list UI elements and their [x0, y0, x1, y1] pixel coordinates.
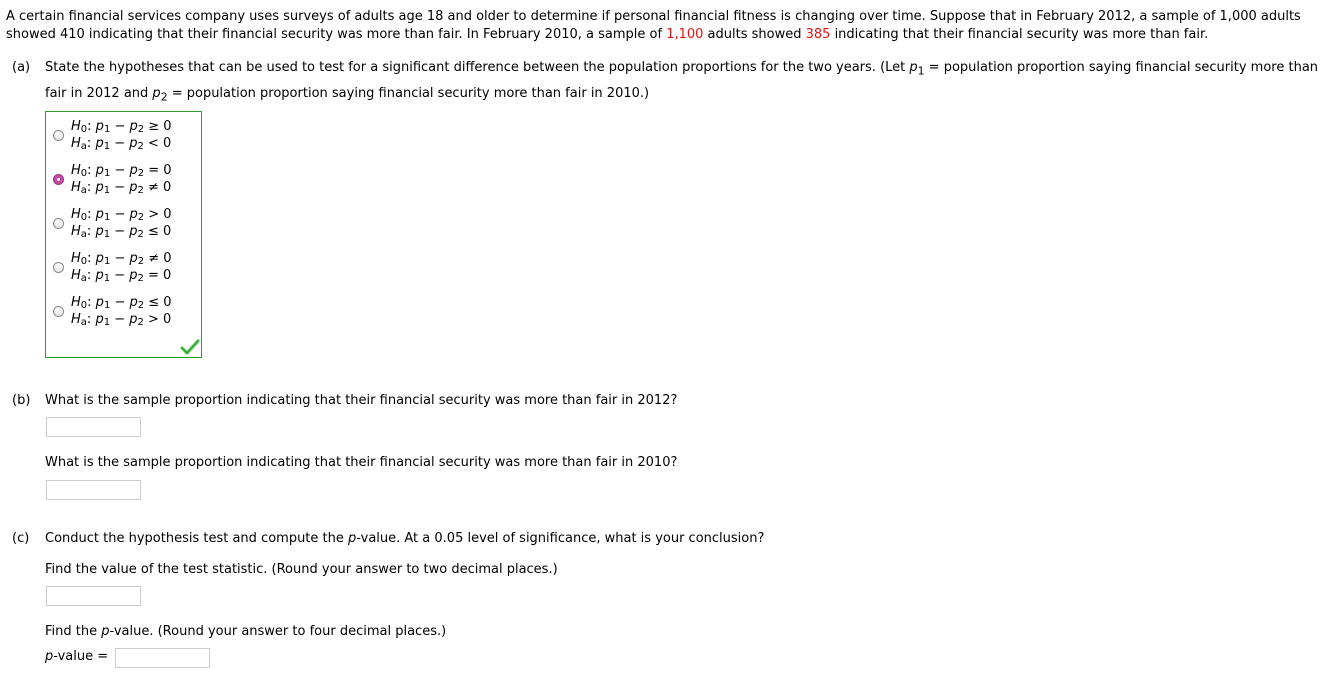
choice-5[interactable] [46, 291, 196, 331]
null-hypothesis: $H_0$: $p_1 - p_2 \le 0$ [71, 295, 172, 311]
alternative-hypothesis: $H_a$: $p_1 - p_2 < 0$ [71, 136, 172, 152]
highlight-count-2010: 385 [805, 27, 831, 42]
null-hypothesis: $H_0$: $p_1 - p_2 \ne 0$ [71, 251, 172, 267]
part-b-label: (b) [12, 393, 31, 408]
p-value-label: p-value = [45, 649, 109, 664]
correct-check-icon [180, 339, 200, 355]
part-c-question: Conduct the hypothesis test and compute the p-value. At a 0.05 level of significance, what is your conclusion? [45, 531, 765, 546]
hypotheses-choice-group [45, 111, 202, 358]
choice-4[interactable] [46, 247, 196, 287]
choice-3[interactable] [46, 203, 196, 243]
radio-button-choice-5[interactable] [53, 306, 64, 317]
radio-button-choice-4[interactable] [53, 262, 64, 273]
problem-statement: A certain financial services company uses surveys of adults age 18 and older to determine if personal financial fitness is changing over time. Suppose that in February 2012, a sample of 1,000 adults showed 410 indicating that their financial security was more than fair. In February 2010, a sample of 1,100 adults showed 385 indicating that their financial security was more than fair. [6, 9, 1301, 42]
test-statistic-input[interactable] [46, 586, 141, 606]
alternative-hypothesis: $H_a$: $p_1 - p_2 \le 0$ [71, 224, 172, 240]
part-b-question-2012: What is the sample proportion indicating that their financial security was more than fair in 2012? [45, 393, 678, 408]
null-hypothesis: $H_0$: $p_1 - p_2 > 0$ [71, 207, 172, 223]
proportion-2012-input[interactable] [46, 417, 141, 437]
radio-button-choice-3[interactable] [53, 218, 64, 229]
p-value-input[interactable] [115, 648, 210, 668]
radio-button-choice-2-selected[interactable] [53, 174, 64, 185]
null-hypothesis: $H_0$: $p_1 - p_2 \ge 0$ [71, 119, 172, 135]
radio-button-choice-1[interactable] [53, 130, 64, 141]
p-value-prompt: Find the p-value. (Round your answer to four decimal places.) [45, 624, 447, 639]
alternative-hypothesis: $H_a$: $p_1 - p_2 > 0$ [71, 312, 172, 328]
test-statistic-prompt: Find the value of the test statistic. (Round your answer to two decimal places.) [45, 562, 558, 577]
alternative-hypothesis: $H_a$: $p_1 - p_2 = 0$ [71, 268, 172, 284]
part-b-question-2010: What is the sample proportion indicating that their financial security was more than fair in 2010? [45, 455, 678, 470]
part-a-label: (a) [12, 60, 31, 75]
choice-2[interactable] [46, 159, 196, 199]
proportion-2010-input[interactable] [46, 480, 141, 500]
part-c-label: (c) [12, 531, 30, 546]
highlight-sample-2010: 1,100 [666, 27, 704, 42]
part-a-question: State the hypotheses that can be used to test for a significant difference between the population proportions for the two years. (Let $p_1$ = population proportion saying financial security more than fair in 2012 and $p_2$ = population proportion saying financial security more than fair in 2010.) [45, 60, 1319, 104]
alternative-hypothesis: $H_a$: $p_1 - p_2 \ne 0$ [71, 180, 172, 196]
choice-1[interactable] [46, 115, 196, 155]
null-hypothesis: $H_0$: $p_1 - p_2 = 0$ [71, 163, 172, 179]
